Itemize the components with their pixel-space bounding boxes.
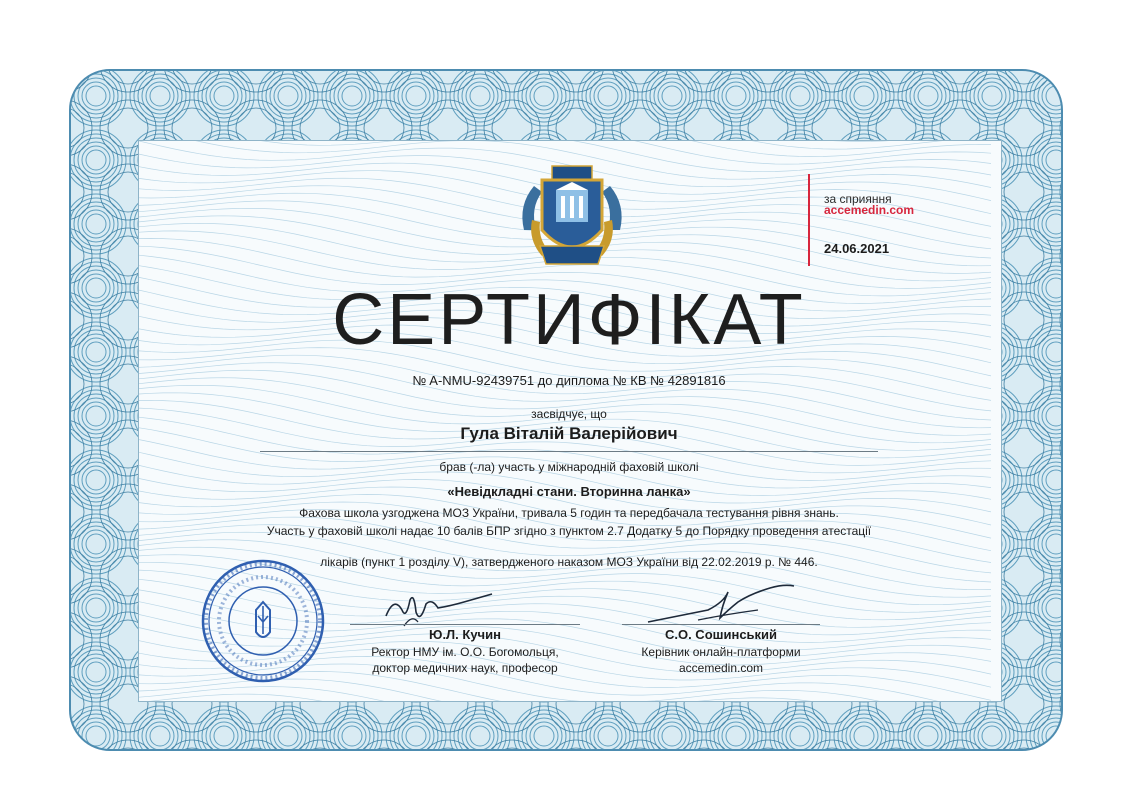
issue-date: 24.06.2021 (824, 241, 890, 256)
signatory-role: Ректор НМУ ім. О.О. Богомольця, (371, 645, 559, 659)
certificate-number: № A-NMU-92439751 до диплома № КВ № 42891816 (412, 373, 726, 388)
sponsor-link[interactable]: accemedin.com (824, 203, 915, 217)
signatory-role: доктор медичних наук, професор (372, 661, 558, 675)
certificate-title: СЕРТИФІКАТ (332, 280, 806, 360)
platform-head-signature-icon (638, 580, 798, 630)
recipient-name: Гула Віталій Валерійович (460, 424, 678, 443)
sponsor-accent-bar (808, 174, 810, 266)
signatory-role: accemedin.com (678, 661, 764, 675)
certificate-content (138, 140, 1000, 700)
signatory-name: С.О. Сошинський (664, 627, 778, 642)
university-coat-of-arms-icon (512, 160, 632, 275)
signature-line (350, 624, 580, 625)
signatory-name: Ю.Л. Кучин (429, 627, 501, 642)
signature-line (622, 624, 820, 625)
sponsor-label: за сприяння (824, 192, 892, 206)
signatory-role: Керівник онлайн-платформи (641, 645, 801, 659)
university-round-stamp-icon (200, 558, 326, 684)
name-underline (260, 451, 878, 452)
certifies-label: засвідчує, що (531, 407, 607, 421)
participation-text: брав (-ла) участь у міжнародній фаховій школі (439, 460, 699, 474)
description-line: Фахова школа узгоджена МОЗ України, тривала 5 годин та передбачала тестування рівня знань. (299, 506, 839, 520)
description-line: Участь у фаховій школі надає 10 балів БПР згідно з пунктом 2.7 Додатку 5 до Порядку проведення атестації (266, 524, 872, 538)
course-title: «Невідкладні стани. Вторинна ланка» (447, 484, 691, 499)
description-line: лікарів (пункт 1 розділу V), затвердженого наказом МОЗ України від 22.02.2019 р. № 446. (320, 555, 818, 569)
